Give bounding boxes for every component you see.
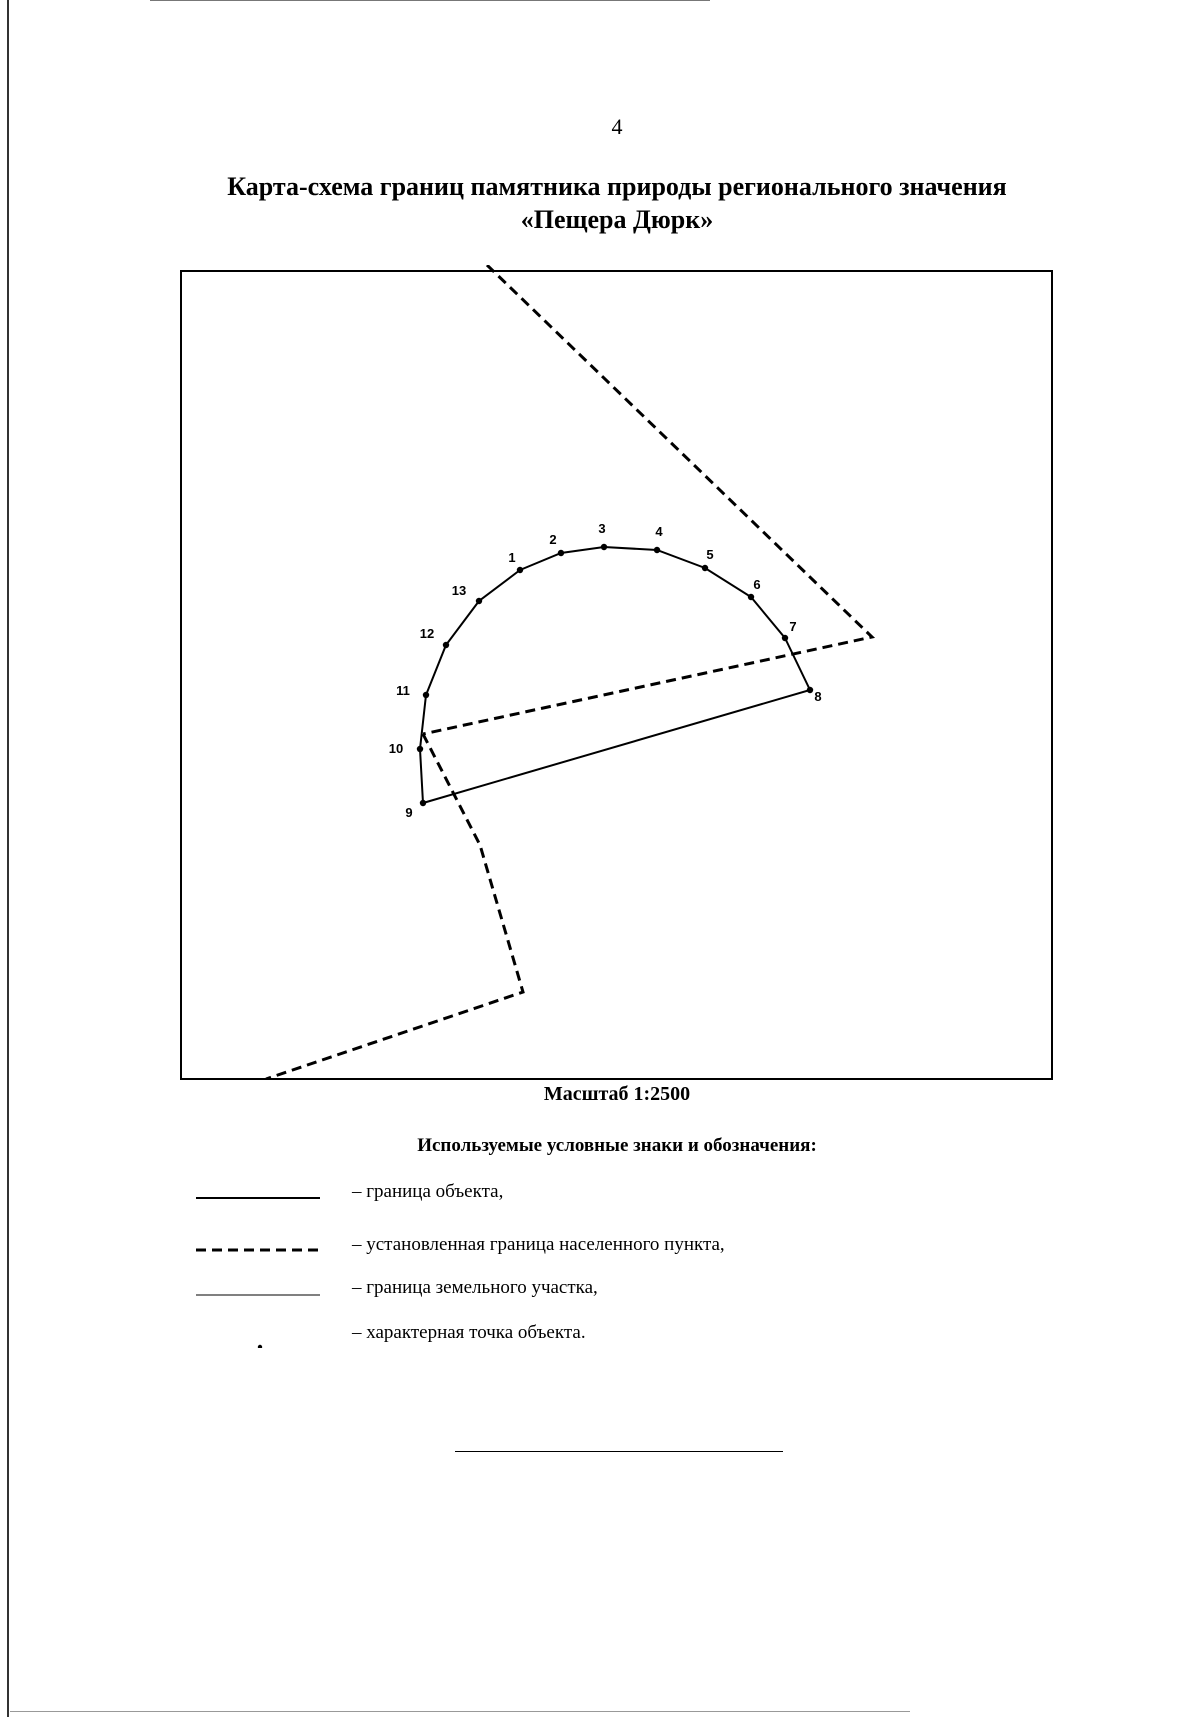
point-3-label: 3	[598, 521, 606, 536]
legend-item-land-plot-boundary	[0, 1273, 1200, 1303]
point-1-label: 1	[508, 550, 516, 565]
point-7-label: 7	[789, 619, 797, 634]
title-line-2: «Пещера Дюрк»	[520, 205, 714, 234]
bottom-scan-edge	[10, 1711, 910, 1712]
dot-symbol	[196, 1318, 320, 1348]
point-11-label: 11	[396, 683, 410, 698]
point-2-marker	[558, 550, 564, 556]
dashed-line-symbol	[196, 1230, 320, 1260]
legend-item-characteristic-point	[0, 1318, 1200, 1348]
point-4-marker	[654, 547, 660, 553]
legend-title: Используемые условные знаки и обозначения:	[417, 1135, 817, 1156]
point-4-label: 4	[655, 524, 663, 539]
legend-text: – характерная точка объекта.	[352, 1322, 586, 1343]
point-2-label: 2	[549, 532, 557, 547]
point-9-label: 9	[405, 805, 413, 820]
object-boundary	[420, 547, 810, 803]
solid-line-symbol	[196, 1177, 320, 1207]
point-13-label: 13	[451, 583, 467, 598]
page-title	[0, 170, 1200, 236]
thin-line-symbol	[196, 1273, 320, 1303]
point-3-marker	[601, 544, 607, 550]
point-12-label: 12	[419, 626, 435, 641]
point-5-label: 5	[706, 547, 714, 562]
point-7-marker	[782, 635, 788, 641]
point-8-marker	[807, 687, 813, 693]
settlement-boundary-upper	[423, 265, 872, 734]
top-scan-edge	[150, 0, 710, 1]
point-8-label: 8	[814, 689, 822, 704]
legend-text: – установленная граница населенного пункта,	[352, 1234, 725, 1255]
map-scale: Масштаб 1:2500	[543, 1083, 691, 1105]
point-10-label: 10	[388, 741, 404, 756]
point-13-marker	[476, 598, 482, 604]
point-9-marker	[420, 800, 426, 806]
footer-rule	[455, 1451, 783, 1452]
point-11-marker	[423, 692, 429, 698]
page-number: 4	[611, 114, 623, 139]
title-line-1: Карта-схема границ памятника природы регионального значения	[227, 172, 1007, 201]
point-6-label: 6	[753, 577, 761, 592]
boundary-map	[180, 265, 1053, 1080]
characteristic-points	[389, 521, 822, 820]
legend-text: – граница земельного участка,	[352, 1277, 598, 1298]
point-6-marker	[748, 594, 754, 600]
legend-item-object-boundary	[0, 1177, 1200, 1207]
point-1-marker	[517, 567, 523, 573]
point-10-marker	[417, 746, 423, 752]
page-edge	[7, 0, 9, 1717]
point-12-marker	[443, 642, 449, 648]
legend-item-settlement-boundary	[0, 1230, 1200, 1260]
point-5-marker	[702, 565, 708, 571]
legend-text: – граница объекта,	[352, 1181, 504, 1202]
